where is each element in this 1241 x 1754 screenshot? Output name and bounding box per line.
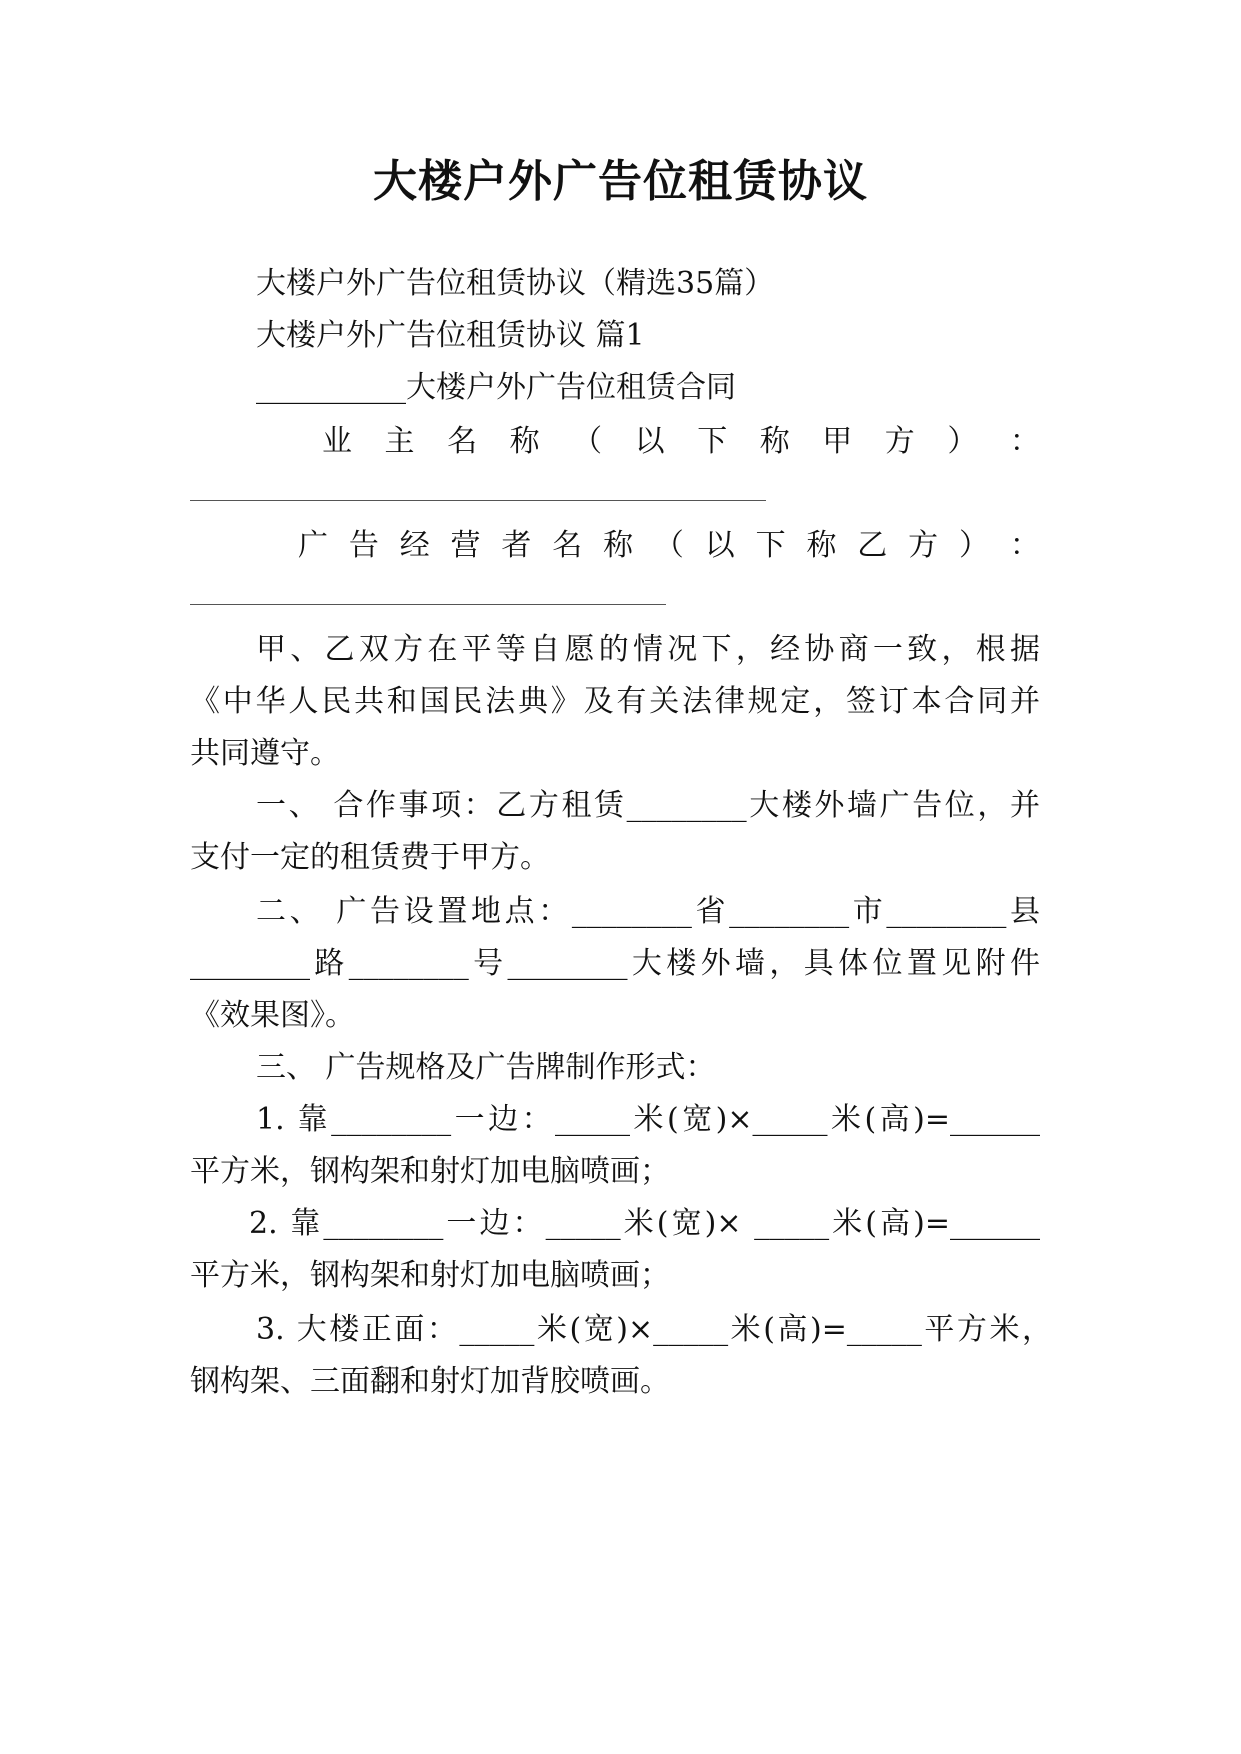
party-a-label-char: 名: [447, 424, 478, 459]
party-a-label: [322, 422, 1040, 462]
party-a-label-char: 下: [697, 424, 728, 459]
party-b-label-char: 告: [348, 528, 379, 563]
party-b-label-char: 名: [552, 528, 583, 563]
party-b-label-char: 称: [806, 528, 837, 563]
document-title: 大楼户外广告位租赁协议: [373, 156, 868, 207]
party-a-label-char: 称: [509, 424, 540, 459]
spec2-line-1: 2. 靠________一边：_____米(宽)× _____米(高)=______: [249, 1206, 1040, 1241]
party-a-label-char: ：: [1009, 424, 1040, 459]
spec3-line-2: 钢构架、三面翻和射灯加背胶喷画。: [190, 1364, 670, 1399]
spec2-line-2: 平方米，钢构架和射灯加电脑喷画；: [190, 1258, 670, 1293]
party-b-label-char: （: [653, 528, 684, 563]
item2-line-3: 《效果图》。: [190, 998, 355, 1033]
party-a-blank-line: [190, 500, 766, 501]
spec1-line-1: 1. 靠________一边：_____米(宽)×_____米(高)=______: [256, 1102, 1040, 1137]
intro-line-2: 《中华人民共和国民法典》及有关法律规定，签订本合同并: [190, 684, 1040, 719]
party-b-label-char: 营: [450, 528, 481, 563]
party-b-label-char: 广: [298, 528, 328, 563]
party-a-label-char: （: [572, 424, 603, 459]
party-b-blank-line: [190, 604, 666, 605]
party-b-label-char: 下: [755, 528, 786, 563]
party-b-label-char: ：: [1009, 528, 1040, 563]
party-b-label-char: ）: [958, 528, 989, 563]
party-b-label-char: 方: [908, 528, 939, 563]
item2-line-1: 二、 广告设置地点：________省________市________县: [256, 894, 1040, 929]
party-b-label-char: 以: [704, 528, 735, 563]
party-a-label-char: 业: [322, 424, 352, 459]
item1-line-1: 一、 合作事项：乙方租赁________大楼外墙广告位，并: [256, 788, 1040, 823]
spec3-line-1: 3. 大楼正面：_____米(宽)×_____米(高)=_____平方米，: [256, 1312, 1052, 1347]
party-a-label-char: 方: [884, 424, 915, 459]
party-a-label-char: 甲: [822, 424, 853, 459]
party-b-label: [298, 526, 1040, 566]
party-a-label-char: 以: [634, 424, 665, 459]
section-heading: 大楼户外广告位租赁协议 篇1: [256, 318, 645, 353]
party-a-label-char: 主: [384, 424, 415, 459]
intro-line-1: 甲、乙双方在平等自愿的情况下，经协商一致，根据: [256, 632, 1040, 667]
item3-line: 三、 广告规格及广告牌制作形式：: [256, 1050, 716, 1085]
contract-name: __________大楼户外广告位租赁合同: [256, 370, 736, 405]
item1-line-2: 支付一定的租赁费于甲方。: [190, 840, 550, 875]
party-a-label-char: 称: [759, 424, 790, 459]
party-b-label-char: 者: [501, 528, 532, 563]
party-b-label-char: 经: [399, 528, 430, 563]
spec1-line-2: 平方米，钢构架和射灯加电脑喷画；: [190, 1154, 670, 1189]
party-a-label-char: ）: [947, 424, 978, 459]
item2-line-2: ________路________号________大楼外墙，具体位置见附件: [190, 946, 1040, 981]
party-b-label-char: 乙: [857, 528, 888, 563]
subtitle: 大楼户外广告位租赁协议（精选35篇）: [256, 266, 775, 301]
intro-line-3: 共同遵守。: [190, 736, 340, 771]
party-b-label-char: 称: [603, 528, 634, 563]
